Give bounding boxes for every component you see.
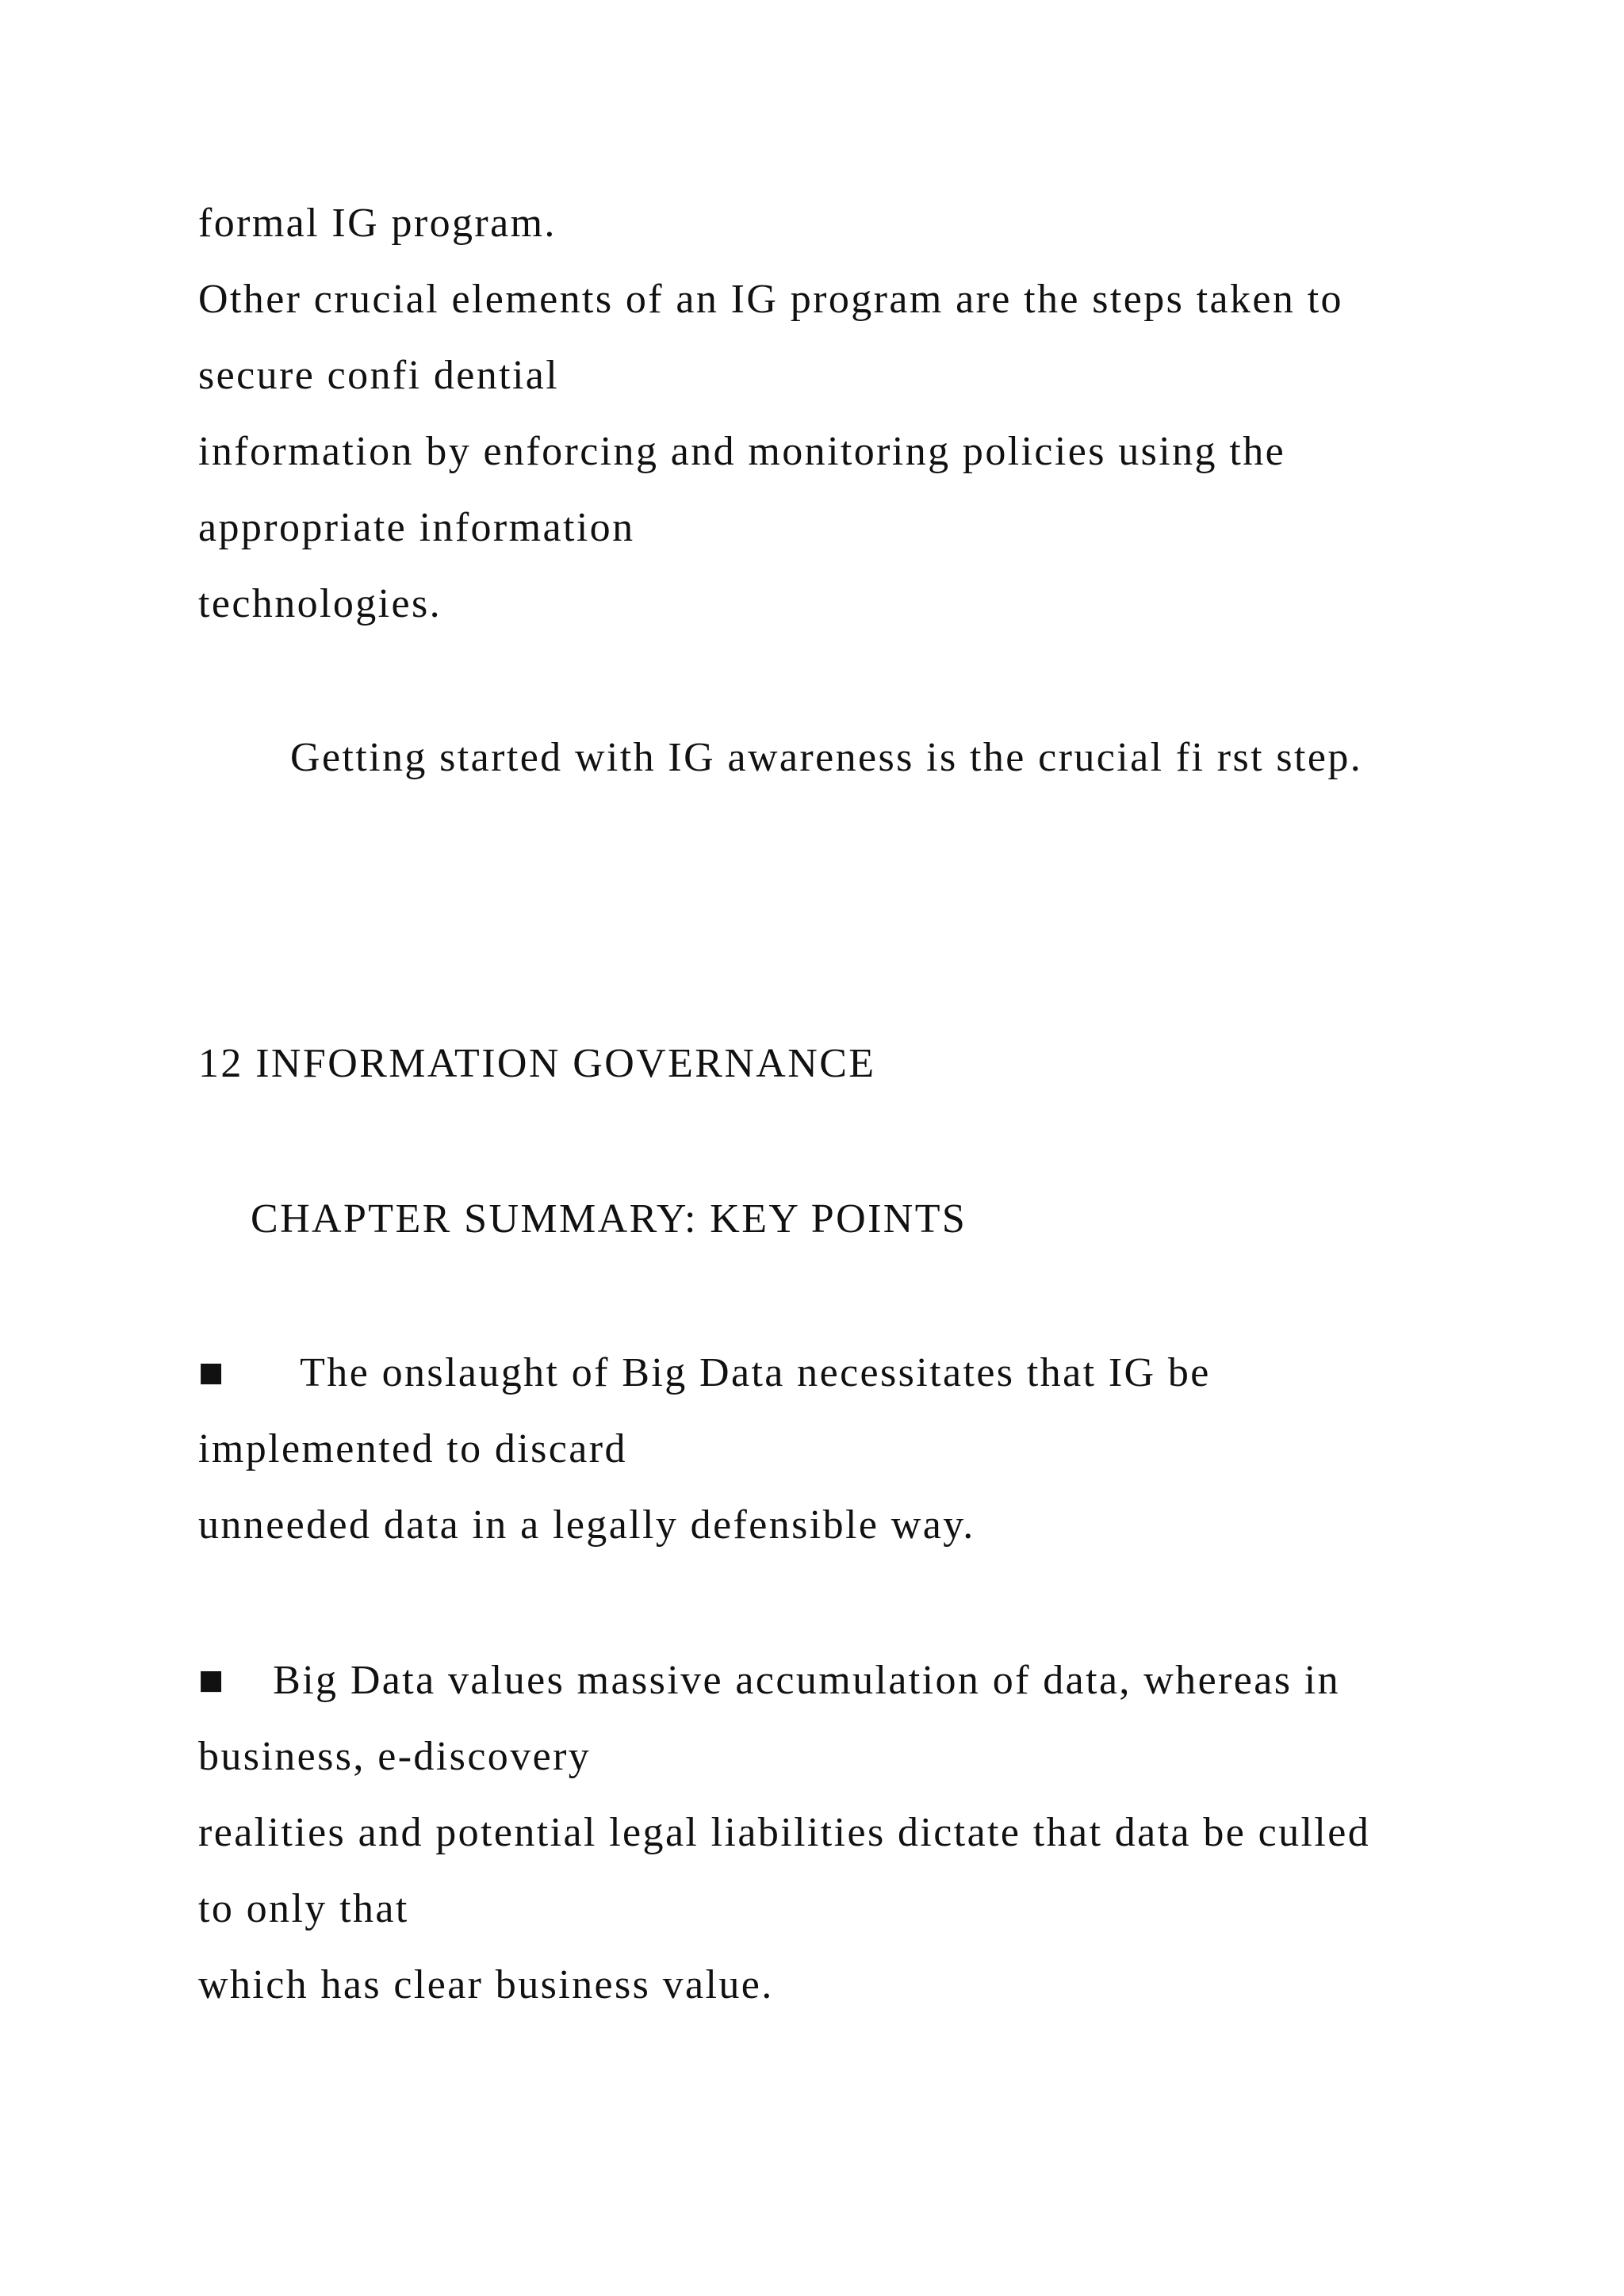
text-line: Getting started with IG awareness is the crucial fi rst step. [290,735,1363,780]
text-line: unneeded data in a legally defensible way. [198,1502,975,1548]
text-line: realities and potential legal liabilities dictate that data be culled [198,1810,1371,1855]
text-line: implemented to discard [198,1426,627,1471]
text-line: Other crucial elements of an IG program are the steps taken to [198,277,1343,322]
text-line: formal IG program. [198,201,557,246]
text-line: technologies. [198,581,442,626]
text-line: appropriate information [198,505,635,550]
text-line: to only that [198,1886,409,1931]
bullet-text: The onslaught of Big Data necessitates that IG be [300,1350,1211,1395]
section-heading: CHAPTER SUMMARY: KEY POINTS [251,1196,967,1242]
text-line: which has clear business value. [198,1962,774,2007]
bullet-item [198,1350,1211,1395]
bullet-text: Big Data values massive accumulation of data, whereas in [273,1658,1341,1703]
bullet-marker: ■ [198,1664,224,1696]
text-line: information by enforcing and monitoring policies using the [198,429,1286,474]
running-header: 12 INFORMATION GOVERNANCE [198,1041,876,1086]
bullet-marker: ■ [198,1357,224,1388]
bullet-item [198,1660,1340,1701]
text-line: secure confi dential [198,353,560,398]
text-line: business, e-discovery [198,1734,592,1779]
